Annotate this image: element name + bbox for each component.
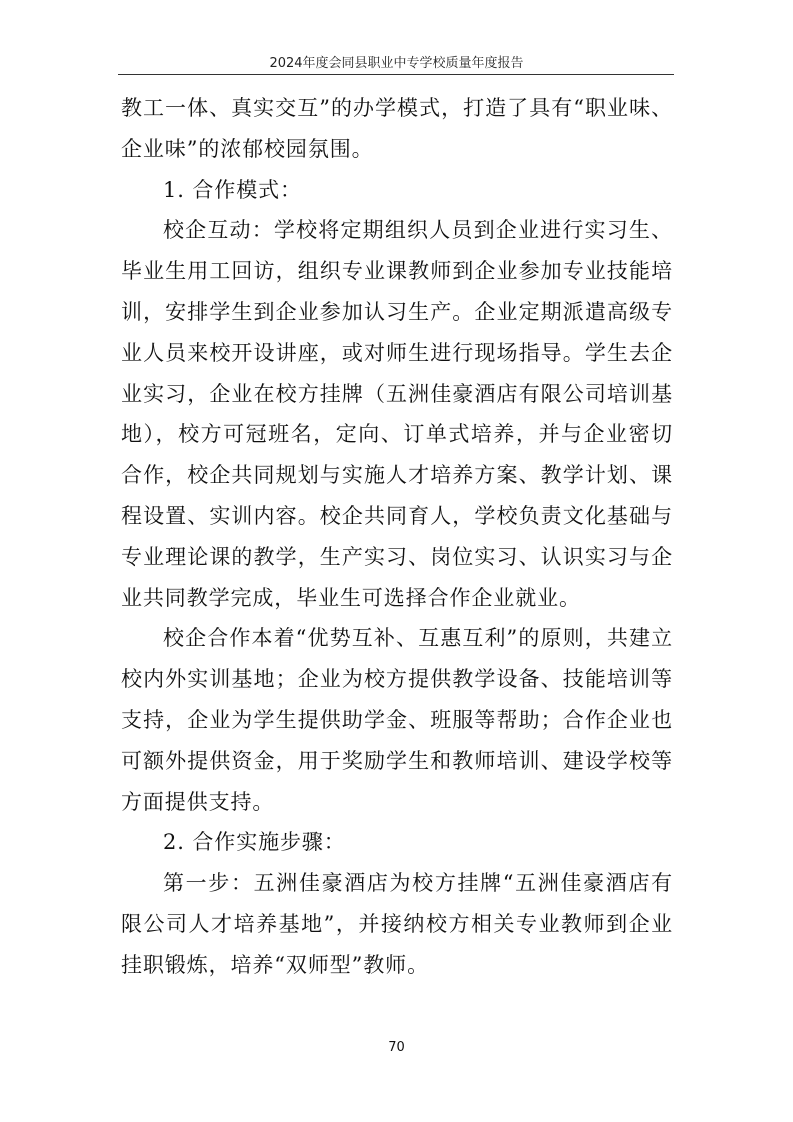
document-body (121, 88, 673, 986)
paragraph-continuation: 教工一体、真实交互”的办学模式，打造了具有“职业味、企业味”的浓郁校园氛围。 (121, 96, 673, 161)
header-rule (118, 74, 674, 75)
heading-cooperation-mode: 1. 合作模式： (163, 177, 302, 202)
paragraph-cooperation-principle: 校企合作本着“优势互补、互惠互利”的原则，共建立校内外实训基地；企业为校方提供教学设备、技能培训等支持，企业为学生提供助学金、班服等帮助；合作企业也可额外提供资金，用于奖励学生和教师培训、建设学校等方面提供支持。 (121, 626, 673, 814)
page-number: 70 (388, 1040, 405, 1055)
paragraph-school-enterprise-interaction: 校企互动：学校将定期组织人员到企业进行实习生、毕业生用工回访，组织专业课教师到企业参加专业技能培训，安排学生到企业参加认习生产。企业定期派遣高级专业人员来校开设讲座，或对师生进行现场指导。学生去企业实习，企业在校方挂牌（五洲佳豪酒店有限公司培训基地），校方可冠班名，定向、订单式培养，并与企业密切合作，校企共同规划与实施人才培养方案、教学计划、课程设置、实训内容。校企共同育人，学校负责文化基础与专业理论课的教学，生产实习、岗位实习、认识实习与企业共同教学完成，毕业生可选择合作企业就业。 (121, 218, 673, 610)
paragraph-step-one: 第一步：五洲佳豪酒店为校方挂牌“五洲佳豪酒店有限公司人才培养基地”，并接纳校方相关专业教师到企业挂职锻炼，培养“双师型”教师。 (121, 871, 673, 977)
page-header: 2024年度会同县职业中专学校质量年度报告 (269, 56, 524, 71)
heading-implementation-steps: 2. 合作实施步骤： (163, 830, 346, 855)
